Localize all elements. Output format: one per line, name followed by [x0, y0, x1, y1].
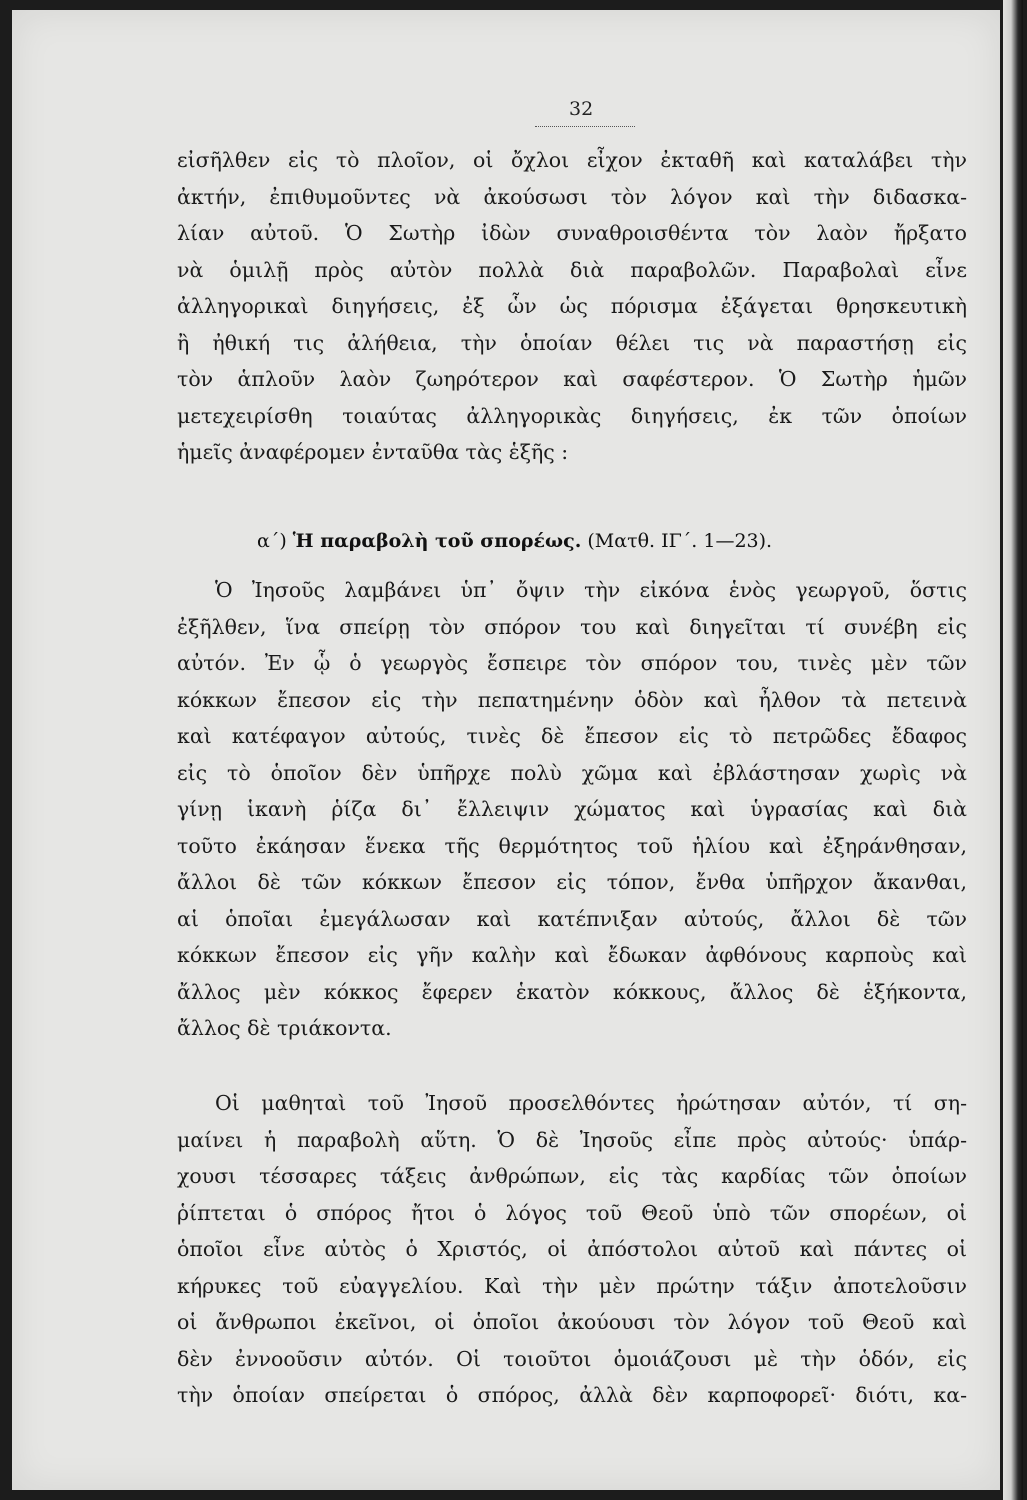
text-line: οἱ ἄνθρωποι ἐκεῖνοι, οἱ ὁποῖοι ἀκούουσι τὸν λόγον τοῦ Θεοῦ καὶ	[177, 1310, 967, 1334]
page-number: 32	[569, 98, 594, 120]
heading-title: Ἡ παραβολὴ τοῦ σπορέως.	[292, 530, 582, 552]
text-line: αἱ ὁποῖαι ἐμεγάλωσαν καὶ κατέπνιξαν αὐτούς, ἄλλοι δὲ τῶν	[177, 906, 967, 931]
text-line: ἢ ἠθική τις ἀλήθεια, τὴν ὁποίαν θέλει τις νὰ παραστήσῃ εἰς	[177, 330, 967, 355]
text-line: ἄλλος μὲν κόκκος ἔφερεν ἑκατὸν κόκκους, ἄλλος δὲ ἑξήκοντα,	[177, 979, 967, 1004]
text-line: ὁποῖοι εἶνε αὐτὸς ὁ Χριστός, οἱ ἀπόστολοι αὐτοῦ καὶ πάντες οἱ	[177, 1237, 967, 1261]
paragraph-explanation	[177, 1085, 967, 1414]
text-line: ἡμεῖς ἀναφέρομεν ἐνταῦθα τὰς ἑξῆς :	[177, 440, 569, 464]
text-line: εἰσῆλθεν εἰς τὸ πλοῖον, οἱ ὄχλοι εἶχον ἐκταθῆ καὶ καταλάβει τὴν	[177, 148, 967, 172]
text-line: αὐτόν. Ἐν ᾧ ὁ γεωργὸς ἔσπειρε τὸν σπόρον του, τινὲς μὲν τῶν	[177, 651, 967, 675]
text-line: ἄλλος δὲ τριάκοντα.	[177, 1016, 392, 1040]
text-line: νὰ ὁμιλῇ πρὸς αὐτὸν πολλὰ διὰ παραβολῶν. Παραβολαὶ εἶνε	[177, 257, 967, 282]
book-page	[12, 10, 1000, 1490]
text-line: Οἱ μαθηταὶ τοῦ Ἰησοῦ προσελθόντες ἠρώτησαν αὐτόν, τί ση-	[215, 1091, 967, 1115]
text-line: τὸν ἁπλοῦν λαὸν ζωηρότερον καὶ σαφέστερον. Ὁ Σωτὴρ ἡμῶν	[177, 367, 967, 391]
paragraph-parable	[177, 572, 967, 1047]
text-line: ἐξῆλθεν, ἵνα σπείρῃ τὸν σπόρον του καὶ διηγεῖται τί συνέβη εἰς	[177, 614, 967, 639]
text-line: κήρυκες τοῦ εὐαγγελίου. Καὶ τὴν μὲν πρώτην τάξιν ἀποτελοῦσιν	[177, 1273, 967, 1298]
book-spine-edge	[1003, 0, 1023, 1500]
text-line: μετεχειρίσθη τοιαύτας ἀλληγορικὰς διηγήσεις, ἐκ τῶν ὁποίων	[177, 403, 967, 428]
heading-reference: (Ματθ. ΙΓ΄. 1—23).	[581, 530, 773, 552]
text-line: τοῦτο ἐκάησαν ἕνεκα τῆς θερμότητος τοῦ ἡλίου καὶ ἐξηράνθησαν,	[177, 833, 967, 858]
text-line: λίαν αὐτοῦ. Ὁ Σωτὴρ ἰδὼν συναθροισθέντα τὸν λαὸν ἤρξατο	[177, 221, 967, 245]
text-line: χουσι τέσσαρες τάξεις ἀνθρώπων, εἰς τὰς καρδίας τῶν ὁποίων	[177, 1164, 967, 1188]
text-line: εἰς τὸ ὁποῖον δὲν ὑπῆρχε πολὺ χῶμα καὶ ἐβλάστησαν χωρὶς νὰ	[177, 760, 967, 785]
text-line: κόκκων ἔπεσον εἰς γῆν καλὴν καὶ ἔδωκαν ἀφθόνους καρποὺς καὶ	[177, 943, 967, 967]
text-line: μαίνει ἡ παραβολὴ αὕτη. Ὁ δὲ Ἰησοῦς εἶπε πρὸς αὐτούς· ὑπάρ-	[177, 1127, 967, 1152]
text-line: ἀκτήν, ἐπιθυμοῦντες νὰ ἀκούσωσι τὸν λόγον καὶ τὴν διδασκα-	[177, 184, 967, 209]
text-line: ἀλληγορικαὶ διηγήσεις, ἐξ ὧν ὡς πόρισμα ἐξάγεται θρησκευτικὴ	[177, 294, 967, 318]
text-line: γίνῃ ἱκανὴ ῥίζα δι᾽ ἔλλειψιν χώματος καὶ ὑγρασίας καὶ διὰ	[177, 797, 967, 821]
text-line: κόκκων ἔπεσον εἰς τὴν πεπατημένην ὁδὸν καὶ ἦλθον τὰ πετεινὰ	[177, 687, 967, 712]
text-line: Ὁ Ἰησοῦς λαμβάνει ὑπ᾽ ὄψιν τὴν εἰκόνα ἑνὸς γεωργοῦ, ὅστις	[215, 578, 967, 602]
text-line: ἄλλοι δὲ τῶν κόκκων ἔπεσον εἰς τόπον, ἔνθα ὑπῆρχον ἄκανθαι,	[177, 870, 967, 894]
heading-prefix: α΄)	[257, 530, 293, 552]
section-heading	[257, 523, 917, 559]
text-line: καὶ κατέφαγον αὐτούς, τινὲς δὲ ἔπεσον εἰς τὸ πετρῶδες ἔδαφος	[177, 724, 967, 748]
text-line: τὴν ὁποίαν σπείρεται ὁ σπόρος, ἀλλὰ δὲν καρποφορεῖ· διότι, κα-	[177, 1383, 967, 1407]
header-rule	[535, 126, 635, 127]
text-line: δὲν ἐννοοῦσιν αὐτόν. Οἱ τοιοῦτοι ὁμοιάζουσι μὲ τὴν ὁδόν, εἰς	[177, 1346, 967, 1371]
text-line: ῥίπτεται ὁ σπόρος ἤτοι ὁ λόγος τοῦ Θεοῦ ὑπὸ τῶν σπορέων, οἱ	[177, 1200, 967, 1225]
paragraph-intro	[177, 142, 967, 471]
